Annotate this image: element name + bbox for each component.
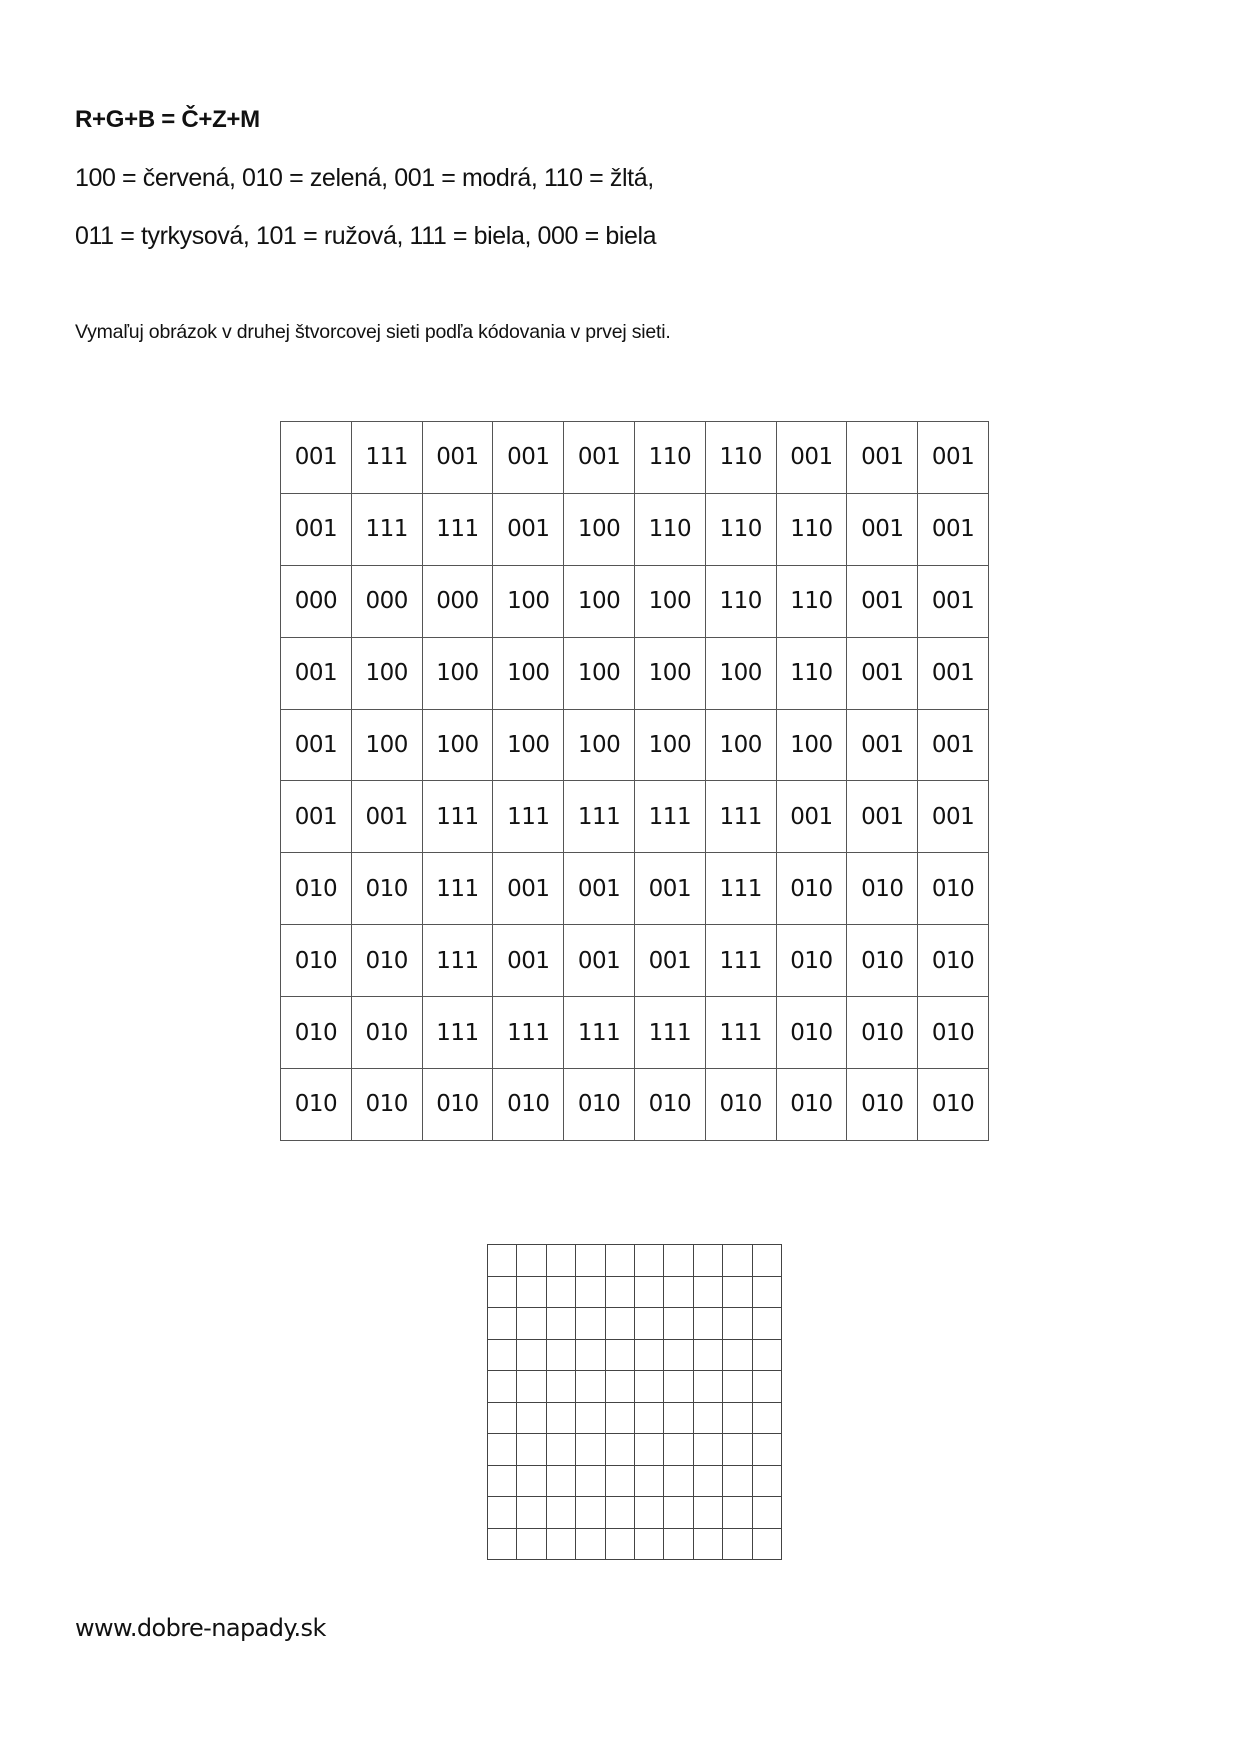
code-grid-row bbox=[281, 997, 989, 1069]
blank-cell[interactable] bbox=[752, 1339, 781, 1371]
code-cell: 100 bbox=[634, 709, 705, 781]
code-cell: 001 bbox=[847, 493, 918, 565]
code-grid-row bbox=[281, 853, 989, 925]
blank-cell[interactable] bbox=[546, 1276, 575, 1308]
blank-grid-row bbox=[488, 1276, 782, 1308]
code-cell: 110 bbox=[705, 565, 776, 637]
code-cell: 111 bbox=[422, 853, 493, 925]
blank-cell[interactable] bbox=[723, 1245, 752, 1277]
blank-cell[interactable] bbox=[664, 1528, 693, 1560]
code-cell: 100 bbox=[776, 709, 847, 781]
blank-grid-row bbox=[488, 1371, 782, 1403]
blank-cell[interactable] bbox=[488, 1497, 517, 1529]
blank-cell[interactable] bbox=[546, 1497, 575, 1529]
blank-cell[interactable] bbox=[752, 1276, 781, 1308]
code-cell: 001 bbox=[634, 853, 705, 925]
code-cell: 001 bbox=[351, 781, 422, 853]
code-cell: 111 bbox=[422, 493, 493, 565]
blank-cell[interactable] bbox=[488, 1434, 517, 1466]
code-cell: 111 bbox=[351, 493, 422, 565]
blank-cell[interactable] bbox=[752, 1308, 781, 1340]
code-cell: 100 bbox=[422, 637, 493, 709]
code-cell: 111 bbox=[422, 997, 493, 1069]
code-cell: 111 bbox=[564, 997, 635, 1069]
code-cell: 001 bbox=[776, 422, 847, 494]
code-grid-row bbox=[281, 1069, 989, 1141]
code-cell: 100 bbox=[705, 709, 776, 781]
blank-grid-row bbox=[488, 1339, 782, 1371]
code-cell: 010 bbox=[351, 1069, 422, 1141]
blank-cell[interactable] bbox=[546, 1308, 575, 1340]
code-cell: 111 bbox=[422, 925, 493, 997]
code-cell: 001 bbox=[918, 422, 989, 494]
blank-cell[interactable] bbox=[693, 1371, 722, 1403]
code-cell: 110 bbox=[634, 422, 705, 494]
blank-cell[interactable] bbox=[634, 1371, 663, 1403]
blank-cell[interactable] bbox=[576, 1402, 605, 1434]
code-cell: 111 bbox=[422, 781, 493, 853]
code-cell: 100 bbox=[564, 637, 635, 709]
code-cell: 001 bbox=[918, 493, 989, 565]
code-cell: 100 bbox=[351, 709, 422, 781]
blank-cell[interactable] bbox=[546, 1434, 575, 1466]
blank-cell[interactable] bbox=[723, 1339, 752, 1371]
blank-cell[interactable] bbox=[488, 1528, 517, 1560]
code-cell: 100 bbox=[705, 637, 776, 709]
code-cell: 010 bbox=[847, 1069, 918, 1141]
blank-cell[interactable] bbox=[488, 1402, 517, 1434]
blank-cell[interactable] bbox=[634, 1528, 663, 1560]
code-grid-row bbox=[281, 709, 989, 781]
code-cell: 001 bbox=[847, 637, 918, 709]
code-cell: 010 bbox=[918, 853, 989, 925]
code-cell: 001 bbox=[281, 709, 352, 781]
code-cell: 001 bbox=[847, 565, 918, 637]
code-grid-row bbox=[281, 493, 989, 565]
blank-cell[interactable] bbox=[752, 1371, 781, 1403]
color-legend-line-2: 011 = tyrkysová, 101 = ružová, 111 = biela, 000 = biela bbox=[75, 222, 657, 250]
blank-cell[interactable] bbox=[546, 1528, 575, 1560]
blank-cell[interactable] bbox=[517, 1308, 546, 1340]
blank-cell[interactable] bbox=[488, 1245, 517, 1277]
blank-cell[interactable] bbox=[488, 1308, 517, 1340]
blank-cell[interactable] bbox=[634, 1434, 663, 1466]
code-cell: 010 bbox=[351, 997, 422, 1069]
blank-cell[interactable] bbox=[546, 1245, 575, 1277]
code-cell: 001 bbox=[918, 637, 989, 709]
code-cell: 010 bbox=[493, 1069, 564, 1141]
blank-cell[interactable] bbox=[576, 1497, 605, 1529]
code-cell: 001 bbox=[918, 565, 989, 637]
code-cell: 010 bbox=[281, 925, 352, 997]
blank-cell[interactable] bbox=[576, 1371, 605, 1403]
task-instruction: Vymaľuj obrázok v druhej štvorcovej sieti podľa kódovania v prvej sieti. bbox=[75, 321, 671, 343]
code-cell: 000 bbox=[422, 565, 493, 637]
blank-cell[interactable] bbox=[517, 1497, 546, 1529]
blank-cell[interactable] bbox=[752, 1402, 781, 1434]
code-cell: 100 bbox=[351, 637, 422, 709]
blank-cell[interactable] bbox=[605, 1434, 634, 1466]
code-cell: 010 bbox=[776, 853, 847, 925]
blank-cell[interactable] bbox=[693, 1528, 722, 1560]
code-cell: 010 bbox=[776, 1069, 847, 1141]
code-cell: 110 bbox=[634, 493, 705, 565]
code-cell: 010 bbox=[564, 1069, 635, 1141]
blank-cell[interactable] bbox=[723, 1528, 752, 1560]
color-legend-line-1: 100 = červená, 010 = zelená, 001 = modrá, 110 = žltá, bbox=[75, 164, 654, 192]
blank-cell[interactable] bbox=[488, 1465, 517, 1497]
blank-cell[interactable] bbox=[634, 1465, 663, 1497]
code-cell: 111 bbox=[705, 853, 776, 925]
blank-cell[interactable] bbox=[723, 1371, 752, 1403]
blank-grid-row bbox=[488, 1497, 782, 1529]
code-cell: 110 bbox=[705, 493, 776, 565]
blank-cell[interactable] bbox=[723, 1465, 752, 1497]
code-cell: 111 bbox=[634, 997, 705, 1069]
code-cell: 001 bbox=[847, 781, 918, 853]
blank-cell[interactable] bbox=[723, 1434, 752, 1466]
code-cell: 111 bbox=[634, 781, 705, 853]
code-cell: 001 bbox=[847, 422, 918, 494]
code-cell: 111 bbox=[493, 997, 564, 1069]
code-grid-row bbox=[281, 422, 989, 494]
code-cell: 010 bbox=[351, 853, 422, 925]
code-cell: 010 bbox=[847, 853, 918, 925]
blank-coloring-grid bbox=[487, 1244, 782, 1560]
blank-cell[interactable] bbox=[546, 1371, 575, 1403]
page-title: R+G+B = Č+Z+M bbox=[75, 106, 260, 133]
blank-cell[interactable] bbox=[723, 1497, 752, 1529]
code-cell: 010 bbox=[351, 925, 422, 997]
code-cell: 001 bbox=[918, 709, 989, 781]
code-cell: 110 bbox=[776, 565, 847, 637]
blank-cell[interactable] bbox=[517, 1528, 546, 1560]
blank-cell[interactable] bbox=[605, 1528, 634, 1560]
code-cell: 100 bbox=[564, 565, 635, 637]
blank-cell[interactable] bbox=[664, 1276, 693, 1308]
blank-cell[interactable] bbox=[634, 1245, 663, 1277]
blank-cell[interactable] bbox=[517, 1465, 546, 1497]
blank-cell[interactable] bbox=[664, 1465, 693, 1497]
code-cell: 100 bbox=[564, 493, 635, 565]
code-cell: 111 bbox=[705, 997, 776, 1069]
blank-cell[interactable] bbox=[517, 1276, 546, 1308]
blank-cell[interactable] bbox=[693, 1402, 722, 1434]
code-grid-row bbox=[281, 565, 989, 637]
code-cell: 110 bbox=[776, 637, 847, 709]
blank-cell[interactable] bbox=[546, 1465, 575, 1497]
code-cell: 010 bbox=[847, 997, 918, 1069]
blank-cell[interactable] bbox=[576, 1528, 605, 1560]
blank-cell[interactable] bbox=[693, 1245, 722, 1277]
code-cell: 001 bbox=[847, 709, 918, 781]
blank-cell[interactable] bbox=[634, 1402, 663, 1434]
blank-cell[interactable] bbox=[605, 1402, 634, 1434]
blank-cell[interactable] bbox=[576, 1434, 605, 1466]
blank-cell[interactable] bbox=[605, 1339, 634, 1371]
blank-cell[interactable] bbox=[752, 1434, 781, 1466]
blank-cell[interactable] bbox=[605, 1465, 634, 1497]
code-cell: 100 bbox=[422, 709, 493, 781]
blank-cell[interactable] bbox=[605, 1276, 634, 1308]
code-cell: 000 bbox=[281, 565, 352, 637]
blank-grid-row bbox=[488, 1402, 782, 1434]
blank-grid-row bbox=[488, 1528, 782, 1560]
code-cell: 111 bbox=[564, 781, 635, 853]
code-cell: 110 bbox=[776, 493, 847, 565]
blank-cell[interactable] bbox=[576, 1245, 605, 1277]
code-cell: 010 bbox=[847, 925, 918, 997]
blank-cell[interactable] bbox=[634, 1497, 663, 1529]
blank-cell[interactable] bbox=[517, 1371, 546, 1403]
blank-cell[interactable] bbox=[664, 1434, 693, 1466]
blank-cell[interactable] bbox=[576, 1339, 605, 1371]
code-cell: 111 bbox=[351, 422, 422, 494]
blank-cell[interactable] bbox=[546, 1402, 575, 1434]
blank-cell[interactable] bbox=[488, 1276, 517, 1308]
blank-cell[interactable] bbox=[605, 1308, 634, 1340]
blank-cell[interactable] bbox=[634, 1308, 663, 1340]
blank-cell[interactable] bbox=[664, 1308, 693, 1340]
code-cell: 100 bbox=[493, 565, 564, 637]
code-cell: 010 bbox=[634, 1069, 705, 1141]
blank-grid-row bbox=[488, 1245, 782, 1277]
blank-cell[interactable] bbox=[576, 1308, 605, 1340]
blank-cell[interactable] bbox=[517, 1245, 546, 1277]
blank-cell[interactable] bbox=[723, 1308, 752, 1340]
code-grid-row bbox=[281, 925, 989, 997]
code-cell: 001 bbox=[564, 422, 635, 494]
blank-cell[interactable] bbox=[723, 1276, 752, 1308]
blank-cell[interactable] bbox=[664, 1339, 693, 1371]
blank-cell[interactable] bbox=[693, 1497, 722, 1529]
blank-cell[interactable] bbox=[693, 1276, 722, 1308]
blank-cell[interactable] bbox=[517, 1434, 546, 1466]
blank-cell[interactable] bbox=[752, 1465, 781, 1497]
blank-cell[interactable] bbox=[752, 1497, 781, 1529]
blank-grid-row bbox=[488, 1308, 782, 1340]
code-cell: 010 bbox=[776, 997, 847, 1069]
code-cell: 100 bbox=[564, 709, 635, 781]
code-cell: 001 bbox=[493, 853, 564, 925]
code-cell: 010 bbox=[918, 997, 989, 1069]
code-cell: 010 bbox=[705, 1069, 776, 1141]
footer-website: www.dobre-napady.sk bbox=[75, 1614, 326, 1642]
code-cell: 001 bbox=[564, 925, 635, 997]
code-cell: 010 bbox=[776, 925, 847, 997]
blank-cell[interactable] bbox=[752, 1528, 781, 1560]
code-cell: 001 bbox=[493, 925, 564, 997]
blank-cell[interactable] bbox=[605, 1371, 634, 1403]
code-cell: 100 bbox=[493, 637, 564, 709]
blank-cell[interactable] bbox=[605, 1245, 634, 1277]
code-cell: 111 bbox=[705, 781, 776, 853]
code-cell: 111 bbox=[705, 925, 776, 997]
blank-cell[interactable] bbox=[488, 1371, 517, 1403]
blank-cell[interactable] bbox=[664, 1371, 693, 1403]
code-grid-row bbox=[281, 781, 989, 853]
blank-cell[interactable] bbox=[693, 1339, 722, 1371]
code-cell: 010 bbox=[281, 1069, 352, 1141]
code-cell: 001 bbox=[281, 781, 352, 853]
blank-cell[interactable] bbox=[693, 1434, 722, 1466]
code-cell: 001 bbox=[564, 853, 635, 925]
blank-cell[interactable] bbox=[723, 1402, 752, 1434]
code-grid bbox=[280, 421, 989, 1141]
code-cell: 100 bbox=[634, 565, 705, 637]
code-cell: 001 bbox=[422, 422, 493, 494]
code-cell: 010 bbox=[422, 1069, 493, 1141]
blank-grid-row bbox=[488, 1434, 782, 1466]
blank-cell[interactable] bbox=[664, 1497, 693, 1529]
code-grid-row bbox=[281, 637, 989, 709]
blank-cell[interactable] bbox=[752, 1245, 781, 1277]
code-cell: 001 bbox=[493, 493, 564, 565]
code-cell: 001 bbox=[634, 925, 705, 997]
code-cell: 100 bbox=[634, 637, 705, 709]
blank-cell[interactable] bbox=[576, 1465, 605, 1497]
blank-cell[interactable] bbox=[546, 1339, 575, 1371]
code-cell: 010 bbox=[918, 1069, 989, 1141]
code-cell: 000 bbox=[351, 565, 422, 637]
code-cell: 100 bbox=[493, 709, 564, 781]
blank-cell[interactable] bbox=[664, 1402, 693, 1434]
code-cell: 010 bbox=[918, 925, 989, 997]
code-cell: 001 bbox=[776, 781, 847, 853]
blank-cell[interactable] bbox=[517, 1402, 546, 1434]
blank-cell[interactable] bbox=[517, 1339, 546, 1371]
blank-cell[interactable] bbox=[693, 1308, 722, 1340]
code-cell: 001 bbox=[918, 781, 989, 853]
blank-cell[interactable] bbox=[634, 1276, 663, 1308]
blank-cell[interactable] bbox=[576, 1276, 605, 1308]
code-cell: 001 bbox=[281, 493, 352, 565]
code-cell: 001 bbox=[493, 422, 564, 494]
blank-cell[interactable] bbox=[605, 1497, 634, 1529]
code-cell: 001 bbox=[281, 637, 352, 709]
code-cell: 111 bbox=[493, 781, 564, 853]
code-cell: 001 bbox=[281, 422, 352, 494]
blank-cell[interactable] bbox=[693, 1465, 722, 1497]
code-cell: 010 bbox=[281, 997, 352, 1069]
blank-cell[interactable] bbox=[488, 1339, 517, 1371]
code-cell: 110 bbox=[705, 422, 776, 494]
blank-cell[interactable] bbox=[634, 1339, 663, 1371]
code-cell: 010 bbox=[281, 853, 352, 925]
blank-cell[interactable] bbox=[664, 1245, 693, 1277]
blank-grid-row bbox=[488, 1465, 782, 1497]
